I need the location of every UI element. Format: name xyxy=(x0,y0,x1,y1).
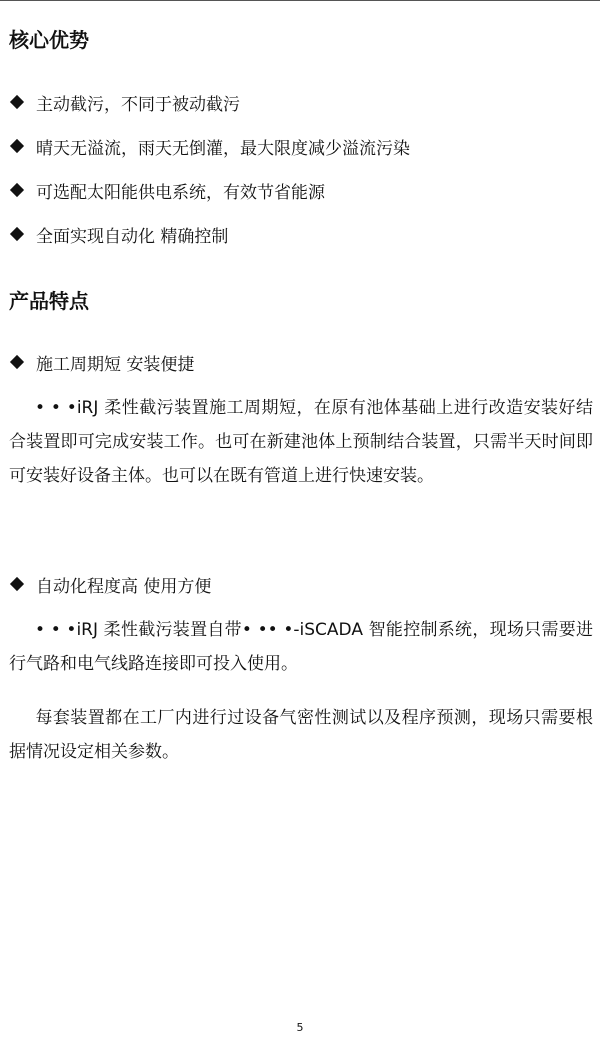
advantage-item xyxy=(9,133,410,159)
advantage-item-text: 晴天无溢流，雨天无倒灌，最大限度减少溢流污染 xyxy=(36,138,410,159)
feature-paragraph-text: 每套装置都在工厂内进行过设备气密性测试以及程序预测，现场只需要根据情况设定相关参数。 xyxy=(9,708,593,762)
feature-paragraph xyxy=(9,391,593,493)
diamond-bullet-icon xyxy=(10,183,24,197)
advantage-item xyxy=(9,89,240,115)
advantage-item-text: 可选配太阳能供电系统，有效节省能源 xyxy=(36,182,325,203)
feature-paragraph xyxy=(9,701,593,769)
feature-heading xyxy=(9,349,194,375)
section-heading-product-features: 产品特点 xyxy=(9,289,89,313)
top-rule xyxy=(0,0,600,1)
diamond-bullet-icon xyxy=(10,139,24,153)
feature-paragraph-text: • • •iRJ 柔性截污装置施工周期短，在原有池体基础上进行改造安装好结合装置即可完成安装工作。也可在新建池体上预制结合装置，只需半天时间即可安装好设备主体。也可以在既有管道上进行快速安装。 xyxy=(9,398,593,486)
advantage-item-text: 全面实现自动化 精确控制 xyxy=(36,226,229,247)
feature-heading-text: 自动化程度高 使用方便 xyxy=(36,576,212,597)
diamond-bullet-icon xyxy=(10,577,24,591)
diamond-bullet-icon xyxy=(10,355,24,369)
feature-heading-text: 施工周期短 安装便捷 xyxy=(36,354,195,375)
feature-heading xyxy=(9,571,211,597)
advantage-item-text: 主动截污，不同于被动截污 xyxy=(36,94,240,115)
diamond-bullet-icon xyxy=(10,227,24,241)
page-number: 5 xyxy=(296,1021,304,1034)
diamond-bullet-icon xyxy=(10,95,24,109)
section-heading-core-advantages: 核心优势 xyxy=(9,28,89,52)
feature-paragraph xyxy=(9,613,593,681)
advantage-item xyxy=(9,221,228,247)
feature-paragraph-text: • • •iRJ 柔性截污装置自带• •• •-iSCADA 智能控制系统，现场只需要进行气路和电气线路连接即可投入使用。 xyxy=(9,620,593,674)
advantage-item xyxy=(9,177,325,203)
